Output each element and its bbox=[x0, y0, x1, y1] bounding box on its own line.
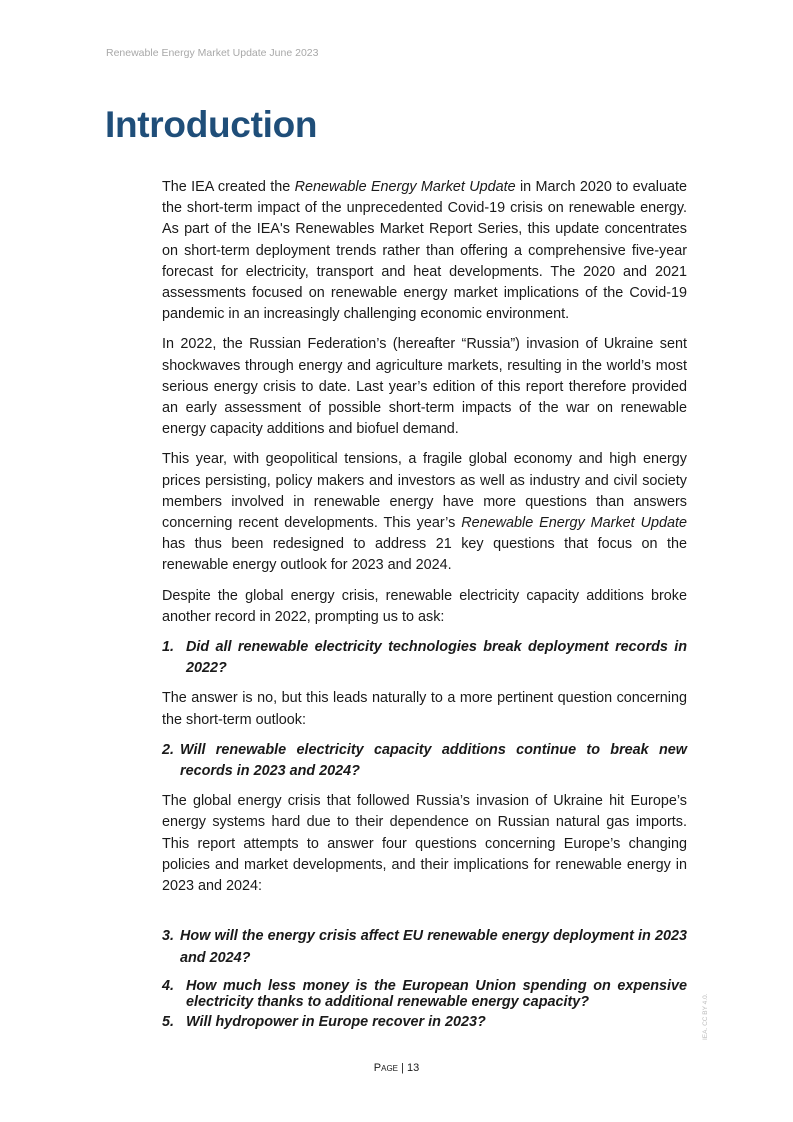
paragraph: The global energy crisis that followed Russia’s invasion of Ukraine hit Europe’s energy systems hard due to their dependence on Russian natural gas imports. This report attempts to answer four questions concerning Europe’s changing policies and market developments, and their implications for renewable energy in 2023 and 2024: bbox=[162, 793, 687, 895]
text: has thus been redesigned to address 21 key questions that focus on the renewable energy outlook for 2023 and 2024. bbox=[162, 536, 687, 574]
paragraph bbox=[162, 177, 687, 325]
question-text: Did all renewable electricity technologies break deployment records in 2022? bbox=[186, 639, 687, 677]
body-text bbox=[162, 177, 687, 1034]
question-number: 5. bbox=[162, 1013, 175, 1030]
page-title: Introduction bbox=[105, 104, 318, 145]
question-number: 3. bbox=[162, 928, 175, 945]
paragraph: In 2022, the Russian Federation’s (hereafter “Russia”) invasion of Ukraine sent shockwaves through energy and agriculture markets, resulting in the world’s most serious energy crisis to date. Last year’s edition of this report therefore provided an early assessment of possible short-term impacts of the war on renewable energy capacity additions and biofuel demand. bbox=[162, 336, 687, 438]
question-number: 1. bbox=[162, 639, 175, 656]
question-text: How much less money is the European Union spending on expensive electricity thanks to additional renewable energy capacity? bbox=[186, 977, 687, 1010]
question-text: How will the energy crisis affect EU renewable energy deployment in 2023 and 2024? bbox=[180, 928, 687, 966]
page-number: 13 bbox=[406, 1062, 420, 1074]
running-header: Renewable Energy Market Update June 2023 bbox=[106, 47, 319, 59]
question-item bbox=[162, 978, 687, 1010]
text: This year, with geopolitical tensions, a fragile global economy and high energy prices persisting, policy makers and investors as well as industry and civil society members involved in renewable energy have more questions than answers concerning recent developments. This year’s bbox=[162, 451, 687, 532]
page-footer bbox=[0, 1062, 793, 1074]
report-title: Renewable Energy Market Update bbox=[294, 179, 516, 195]
question-item bbox=[162, 926, 687, 968]
text: in March 2020 to evaluate the short-term impact of the unprecedented Covid-19 crisis on renewable energy. As part of the IEA's Renewables Market Report Series, this update concentrates on short-term deployment trends rather than offering a comprehensive five-year forecast for electricity, transport and heat developments. The 2020 and 2021 assessments focused on renewable energy market implications of the Covid-19 pandemic in an increasingly challenging economic environment. bbox=[162, 179, 687, 323]
license-note: IEA. CC BY 4.0. bbox=[702, 993, 709, 1040]
page-label: Page bbox=[373, 1062, 398, 1074]
paragraph: Despite the global energy crisis, renewable electricity capacity additions broke another record in 2022, prompting us to ask: bbox=[162, 587, 687, 625]
question-number: 2. bbox=[162, 741, 175, 758]
question-item bbox=[162, 637, 687, 679]
report-title: Renewable Energy Market Update bbox=[461, 515, 687, 532]
paragraph bbox=[162, 449, 687, 576]
text: The IEA created the bbox=[162, 179, 295, 195]
question-item bbox=[162, 1014, 687, 1030]
paragraph: The answer is no, but this leads naturally to a more pertinent question concerning the short-term outlook: bbox=[162, 690, 687, 728]
question-text: Will hydropower in Europe recover in 2023? bbox=[186, 1013, 486, 1030]
separator: | bbox=[398, 1062, 407, 1074]
question-text: Will renewable electricity capacity additions continue to break new records in 2023 and 2024? bbox=[180, 741, 687, 780]
question-item bbox=[162, 740, 687, 782]
question-number: 4. bbox=[162, 977, 175, 994]
